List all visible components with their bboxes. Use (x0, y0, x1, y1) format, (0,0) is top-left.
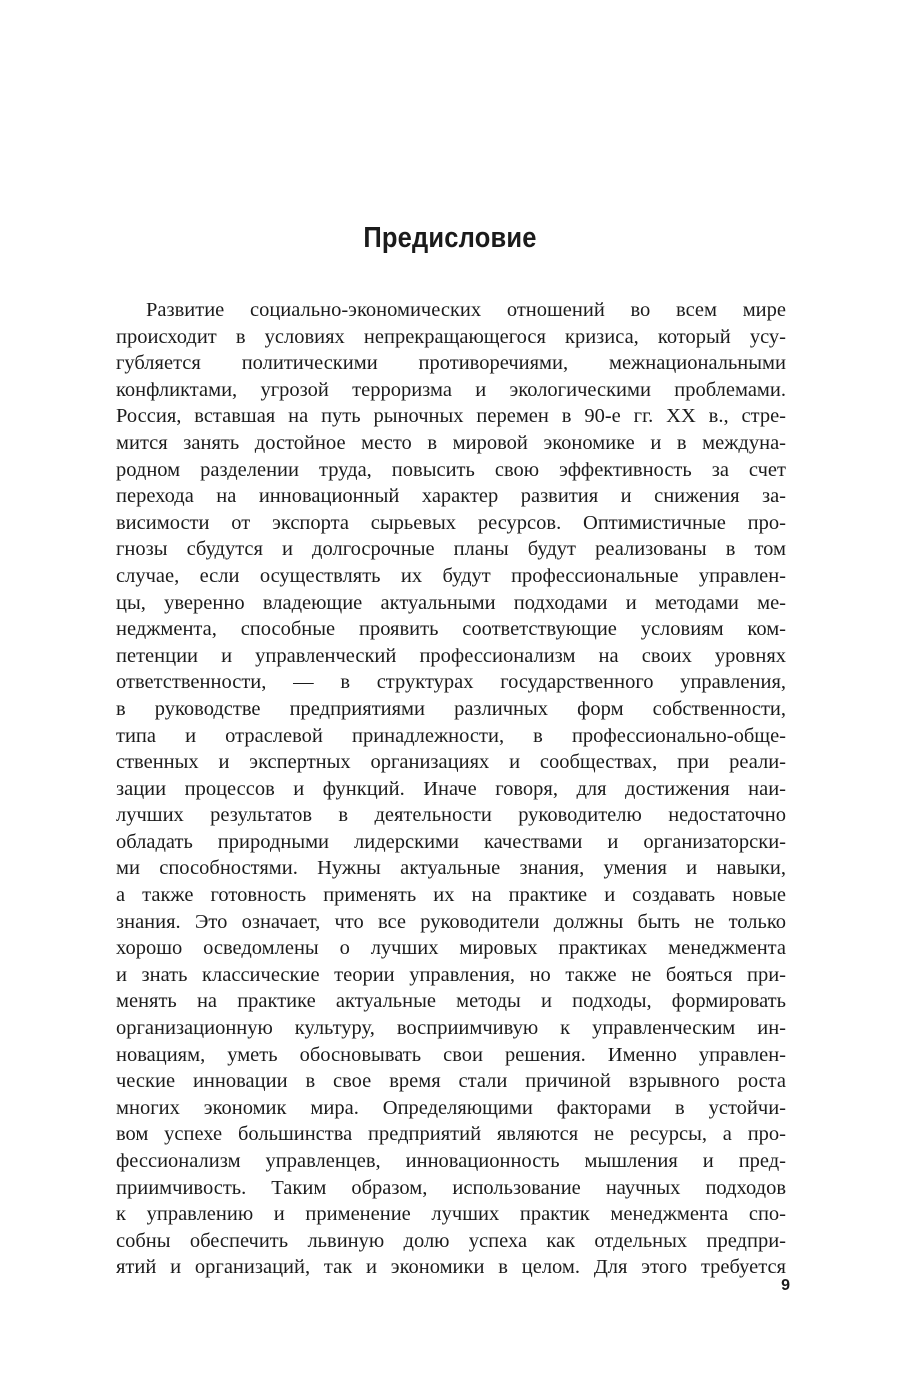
text-line: мится занять достойное место в мировой экономике и в междуна- (116, 431, 786, 454)
text-line: лучших результатов в деятельности руководителю недостаточно (116, 804, 786, 827)
text-line: ственных и экспертных организациях и сообществах, при реали- (116, 751, 786, 774)
text-line: к управлению и применение лучших практик менеджмента спо- (116, 1203, 786, 1226)
text-line: неджмента, способные проявить соответствующие условиям ком- (116, 618, 786, 641)
text-line: происходит в условиях непрекращающегося кризиса, который усу- (116, 325, 786, 348)
text-line: вом успехе большинства предприятий являются не ресурсы, а про- (116, 1123, 786, 1146)
page-number: 9 (781, 1277, 790, 1294)
text-line: и знать классические теории управления, но также не бояться при- (116, 963, 786, 986)
text-line: конфликтами, угрозой терроризма и экологическими проблемами. (116, 378, 786, 401)
text-line: типа и отраслевой принадлежности, в профессионально-общe- (116, 724, 786, 747)
text-line: в руководстве предприятиями различных форм собственности, (116, 697, 786, 720)
page-title: Предисловие (363, 222, 537, 254)
text-line: ческие инновации в свое время стали причиной взрывного роста (116, 1070, 786, 1093)
text-line: родном разделении труда, повысить свою эффективность за счет (116, 458, 786, 481)
text-line: случае, если осуществлять их будут профессиональные управлен- (116, 564, 786, 587)
text-line: зации процессов и функций. Иначе говоря, для достижения наи- (116, 777, 786, 800)
text-line: менять на практике актуальные методы и подходы, формировать (116, 990, 786, 1013)
body-paragraph (116, 297, 786, 1281)
text-line: фессионализм управленцев, инновационность мышления и пред- (116, 1150, 786, 1172)
text-line: знания. Это означает, что все руководители должны быть не только (116, 910, 786, 933)
text-line: ответственности, — в структурах государственного управления, (116, 671, 786, 694)
text-line: собны обеспечить львиную долю успеха как отдельных предпри- (116, 1229, 786, 1252)
text-line: приимчивость. Таким образом, использование научных подходов (116, 1176, 786, 1199)
text-line: многих экономик мира. Определяющими факторами в устойчи- (116, 1096, 786, 1119)
text-line: обладать природными лидерскими качествами и организаторски- (116, 830, 786, 853)
text-line: петенции и управленческий профессионализм на своих уровнях (116, 644, 786, 667)
text-line: висимости от экспорта сырьевых ресурсов. Оптимистичные про- (116, 511, 786, 534)
text-line: а также готовность применять их на практике и создавать новые (116, 884, 786, 907)
text-line: хорошо осведомлены о лучших мировых практиках менеджмента (116, 937, 786, 960)
text-line: организационную культуру, восприимчивую к управленческим ин- (116, 1017, 786, 1040)
text-line: губляется политическими противоречиями, межнациональными (116, 352, 786, 375)
text-line: гнозы сбудутся и долгосрочные планы будут реализованы в том (116, 538, 786, 561)
text-line: цы, уверенно владеющие актуальными подходами и методами ме- (116, 591, 786, 614)
text-line: перехода на инновационный характер развития и снижения за- (116, 485, 786, 508)
text-line: ми способностями. Нужны актуальные знания, умения и навыки, (116, 857, 786, 880)
text-line: Россия, вставшая на путь рыночных перемен в 90-е гг. XX в., стре- (116, 405, 786, 428)
text-line: ятий и организаций, так и экономики в целом. Для этого требуется (116, 1256, 786, 1279)
text-line: Развитие социально-экономических отношений во всем мире (146, 299, 786, 321)
text-line: новациям, уметь обосновывать свои решения. Именно управлен- (116, 1043, 786, 1066)
